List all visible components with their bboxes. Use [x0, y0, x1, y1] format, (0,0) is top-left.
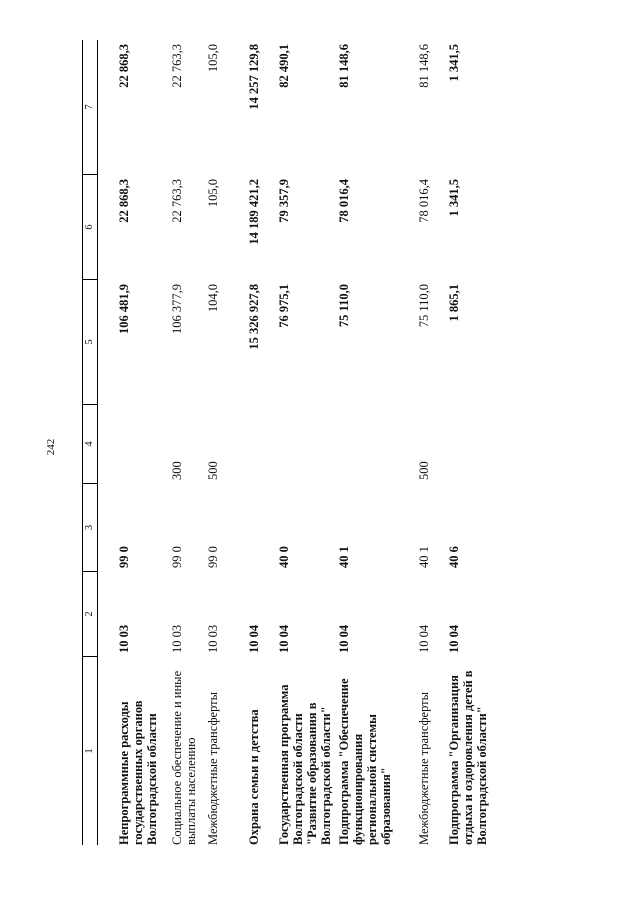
cell-col-3: 40 6 [447, 546, 461, 568]
cell-col-5: 75 110,0 [417, 284, 431, 328]
header-col-2: 2 [82, 572, 98, 657]
row-label: Охрана семьи и детства [247, 709, 261, 845]
cell-col-6: 1 341,5 [447, 179, 461, 217]
row-label: Социальное обеспечение и иные выплаты населению [170, 670, 198, 845]
cell-col-6: 22 763,3 [170, 179, 184, 223]
cell-col-5: 106 377,9 [170, 284, 184, 334]
cell-col-3: 40 1 [417, 546, 431, 568]
cell-col-3: 40 1 [337, 546, 351, 568]
cell-col-2: 10 04 [417, 624, 431, 653]
cell-col-5: 75 110,0 [337, 284, 351, 328]
cell-col-7: 22 763,3 [170, 44, 184, 88]
cell-col-7: 81 148,6 [337, 44, 351, 88]
cell-col-6: 78 016,4 [337, 179, 351, 223]
cell-col-7: 82 490,1 [277, 44, 291, 88]
row-label: Государственная программа Волгоградской области "Развитие образования в Волгоградской области" [277, 684, 333, 845]
row-label: Непрограммные расходы государственных органов Волгоградской области [117, 700, 159, 845]
row-label: Подпрограмма "Обеспечение функционирования региональной системы образования" [337, 678, 393, 845]
cell-col-5: 1 865,1 [447, 284, 461, 322]
cell-col-4: 500 [417, 461, 431, 480]
row-label: Межбюджетные трансферты [417, 691, 431, 845]
cell-col-3: 99 0 [206, 546, 220, 568]
cell-col-2: 10 03 [117, 624, 131, 653]
header-col-7: 7 [82, 40, 98, 175]
header-col-3: 3 [82, 484, 98, 572]
row-label: Межбюджетные трансферты [206, 691, 220, 845]
cell-col-2: 10 03 [170, 624, 184, 653]
cell-col-5: 106 481,9 [117, 284, 131, 334]
row-label: Подпрограмма "Организация отдыха и оздоровления детей в Волгоградской области" [447, 670, 489, 845]
cell-col-7: 22 868,3 [117, 44, 131, 88]
cell-col-6: 22 868,3 [117, 179, 131, 223]
header-col-6: 6 [82, 175, 98, 280]
cell-col-3: 99 0 [170, 546, 184, 568]
cell-col-6: 78 016,4 [417, 179, 431, 223]
cell-col-7: 1 341,5 [447, 44, 461, 82]
header-col-4: 4 [82, 405, 98, 484]
cell-col-6: 14 189 421,2 [247, 179, 261, 245]
cell-col-7: 14 257 129,8 [247, 44, 261, 110]
cell-col-3: 99 0 [117, 546, 131, 568]
cell-col-6: 105,0 [206, 179, 220, 208]
cell-col-2: 10 04 [247, 624, 261, 653]
cell-col-5: 104,0 [206, 284, 220, 313]
cell-col-2: 10 04 [337, 624, 351, 653]
page-number: 242 [45, 438, 57, 456]
cell-col-5: 76 975,1 [277, 284, 291, 328]
cell-col-4: 300 [170, 461, 184, 480]
cell-col-4: 500 [206, 461, 220, 480]
cell-col-7: 81 148,6 [417, 44, 431, 88]
cell-col-7: 105,0 [206, 44, 220, 73]
header-col-5: 5 [82, 280, 98, 405]
cell-col-2: 10 04 [447, 624, 461, 653]
cell-col-2: 10 04 [277, 624, 291, 653]
header-col-1: 1 [82, 657, 98, 845]
cell-col-3: 40 0 [277, 546, 291, 568]
cell-col-2: 10 03 [206, 624, 220, 653]
cell-col-5: 15 326 927,8 [247, 284, 261, 350]
cell-col-6: 79 357,9 [277, 179, 291, 223]
